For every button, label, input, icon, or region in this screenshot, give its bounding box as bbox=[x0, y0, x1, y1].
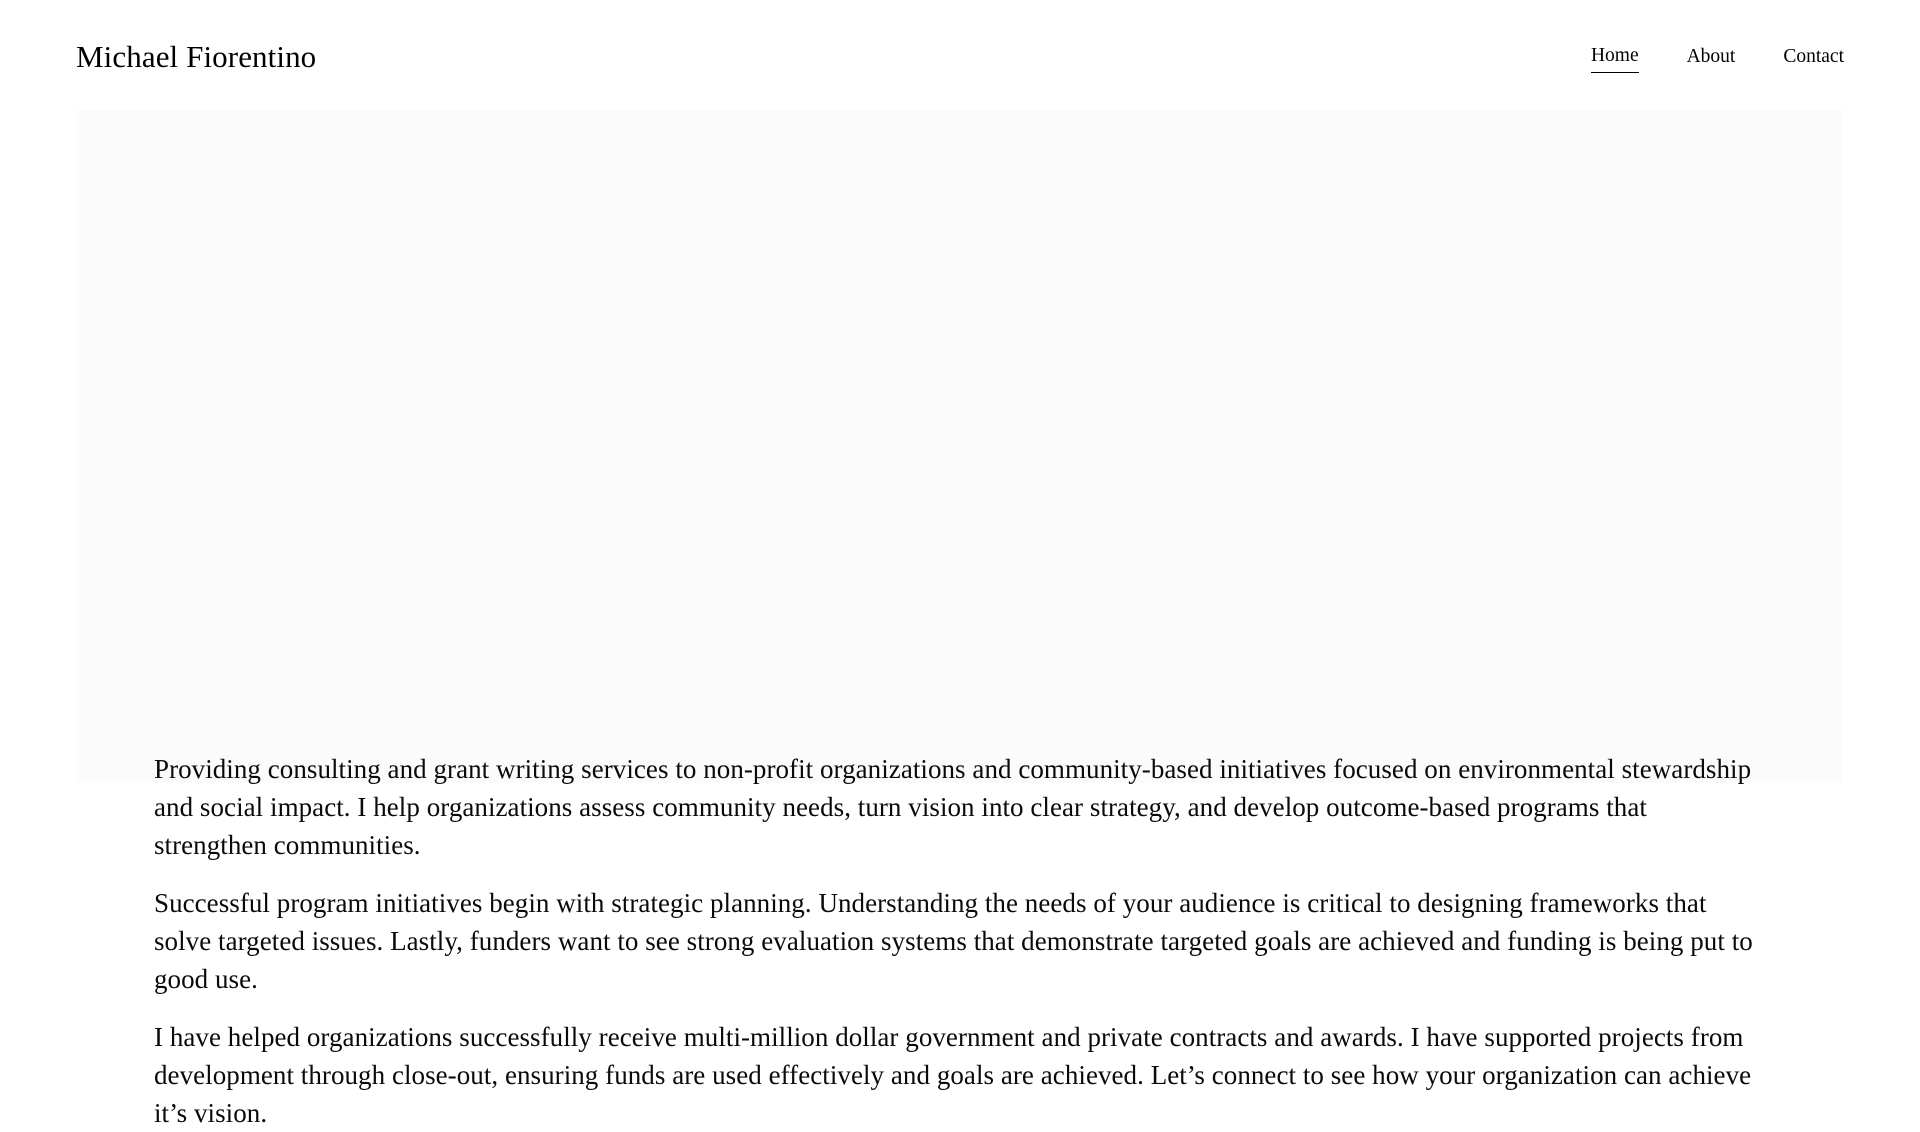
site-header bbox=[0, 0, 1920, 110]
strategy-paragraph: Successful program initiatives begin with strategic planning. Understanding the needs of your audience is critical to designing frameworks that solve targeted issues. Lastly, funders want to see strong evaluation systems that demonstrate targeted goals are achieved and funding is being put to good use. bbox=[154, 888, 1753, 994]
nav-item-about[interactable]: About bbox=[1686, 46, 1736, 68]
nav-item-contact[interactable]: Contact bbox=[1783, 46, 1844, 68]
main-content bbox=[0, 750, 1920, 1132]
intro-paragraph: Providing consulting and grant writing services to non-profit organizations and community-based initiatives focused on environmental stewardship and social impact. I help organizations assess community needs, turn vision into clear strategy, and develop outcome-based programs that strengthen communities. bbox=[154, 754, 1752, 860]
hero-featured-image bbox=[76, 110, 1843, 783]
nav-item-home[interactable]: Home bbox=[1591, 41, 1639, 72]
hero-image-placeholder bbox=[76, 110, 1843, 783]
site-title[interactable]: Michael Fiorentino bbox=[76, 39, 317, 75]
main-navigation bbox=[1591, 37, 1844, 72]
experience-paragraph: I have helped organizations successfully receive multi-million dollar government and private contracts and awards. I have supported projects from development through close-out, ensuring funds are used effectively and goals are achieved. Let’s connect to see how your organization can achieve it’s vision. bbox=[154, 1022, 1752, 1128]
